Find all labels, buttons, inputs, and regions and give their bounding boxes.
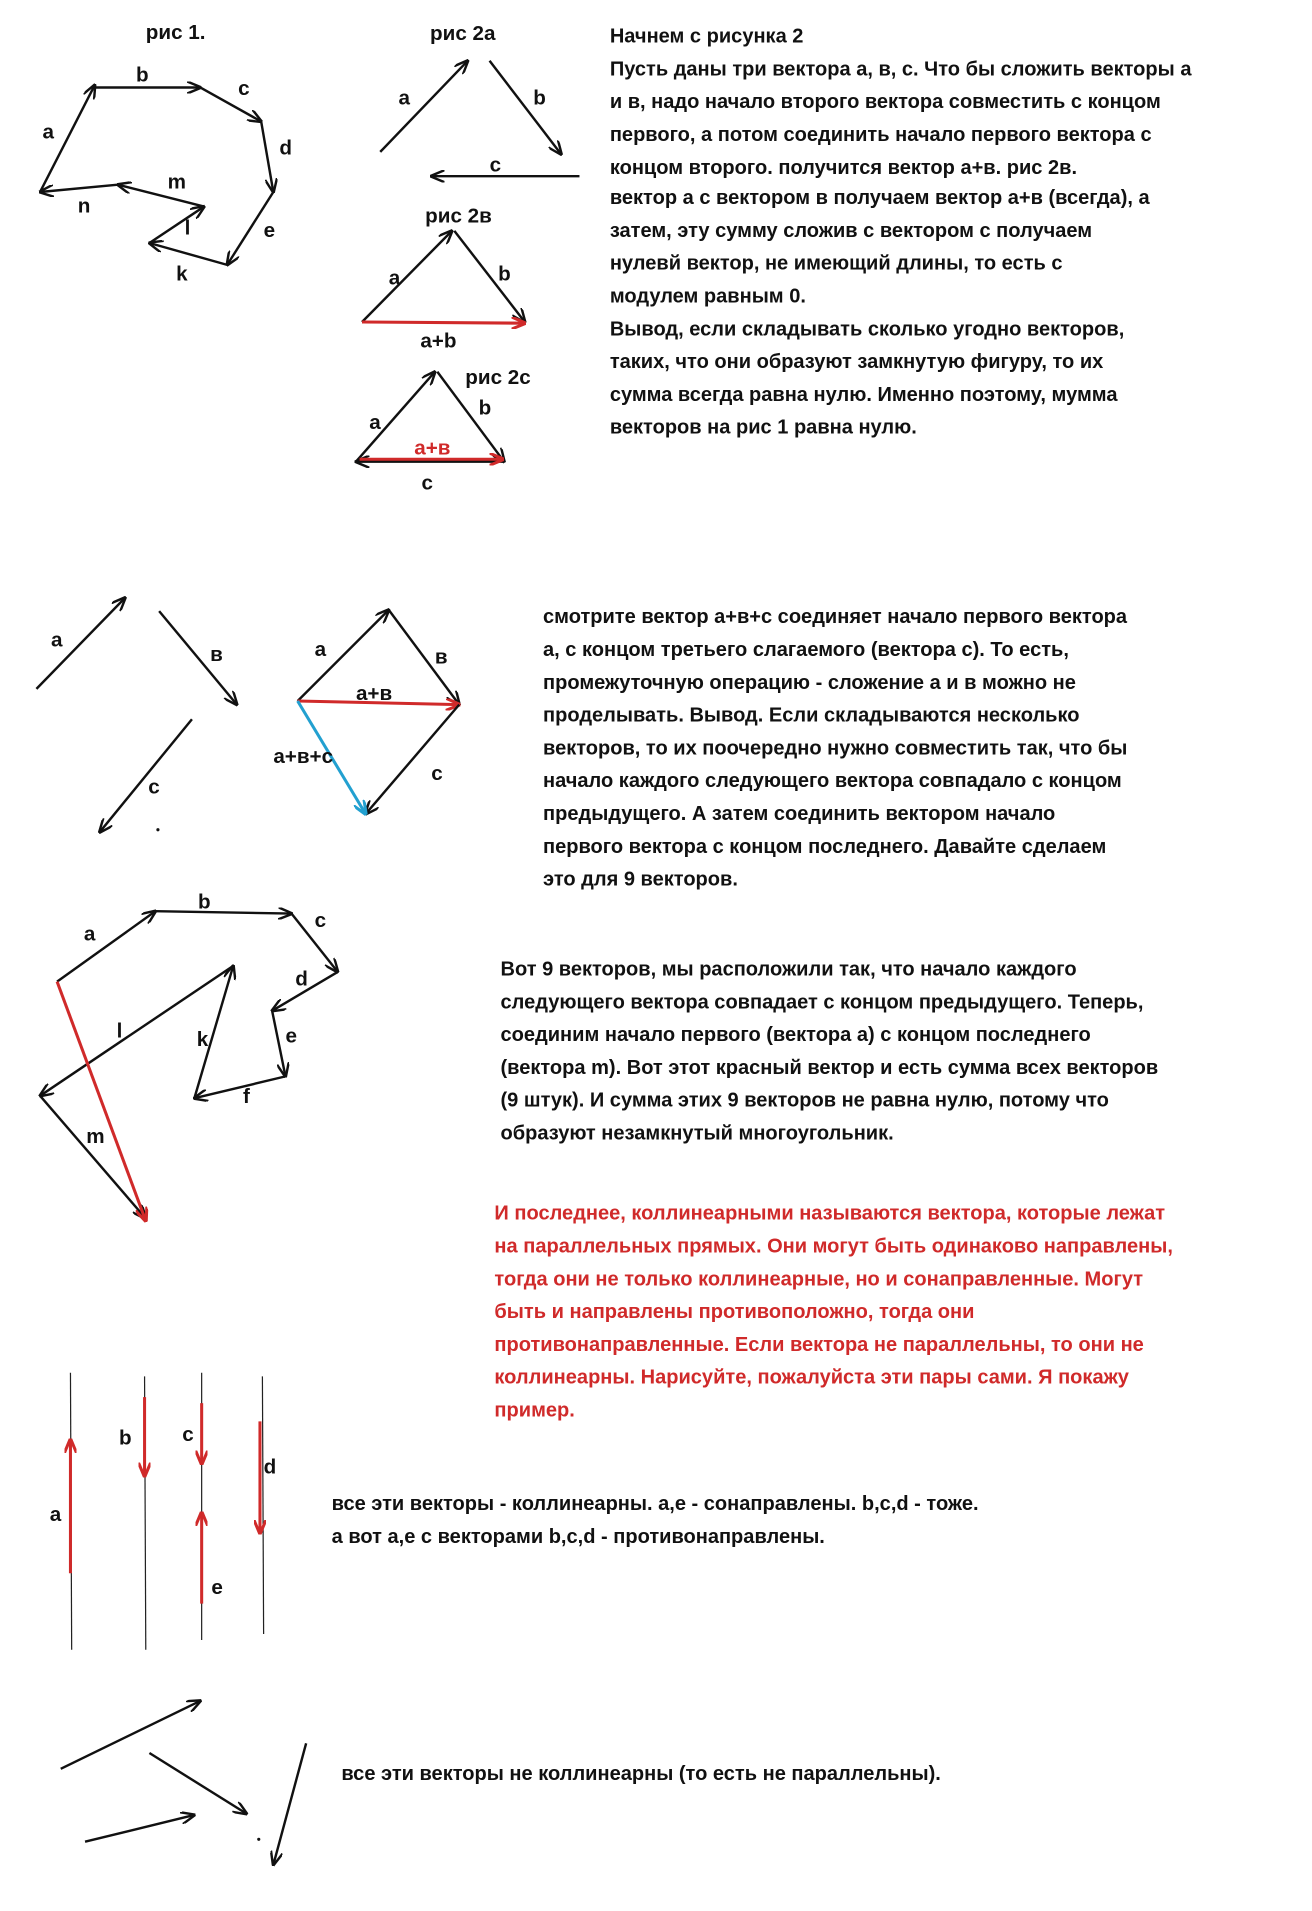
figure-2b xyxy=(362,204,525,352)
text-line: Начнем с рисунка 2 xyxy=(609,25,804,48)
label-k: k xyxy=(176,262,188,286)
vector xyxy=(149,1753,246,1814)
label-f: f xyxy=(242,1085,250,1109)
label-l: l xyxy=(184,216,191,240)
text-line: таких, что они образуют замкнутую фигуру, то их xyxy=(609,351,1104,374)
label-c: c xyxy=(182,1422,194,1446)
text-line: быть и направлены противоположно, тогда они xyxy=(494,1301,975,1324)
text-line: пример. xyxy=(494,1399,575,1422)
label-a: a xyxy=(314,638,327,662)
vector-n xyxy=(40,185,118,192)
label-l: l xyxy=(116,1019,123,1043)
label-sum: а+в xyxy=(414,436,451,460)
vector-sum xyxy=(362,322,525,323)
vector-f xyxy=(194,1076,285,1098)
vector-k xyxy=(149,243,227,265)
vector-c xyxy=(100,719,192,832)
label-b: b xyxy=(478,396,492,420)
label-c: c xyxy=(421,471,434,495)
figure-4 xyxy=(273,610,459,814)
intro-paragraph xyxy=(610,26,1192,439)
text-line: Вывод, если складывать сколько угодно векторов, xyxy=(609,318,1125,341)
label-k: k xyxy=(196,1028,209,1052)
text-line: нулевй вектор, не имеющий длины, то есть с xyxy=(609,252,1063,275)
text-line: смотрите вектор а+в+с соединяет начало первого вектора xyxy=(543,606,1128,629)
figure-1 xyxy=(40,21,292,286)
label-e: e xyxy=(211,1575,223,1599)
text-line: начало каждого следующего вектора совпадало с концом xyxy=(543,770,1122,793)
text-line: модулем равным 0. xyxy=(609,285,806,308)
text-line: векторов, то их поочередно нужно совместить так, что бы xyxy=(543,737,1128,760)
label-b: b xyxy=(136,63,149,87)
collinear-text-line: все эти векторы - коллинеарны. а,е - сонаправлены. b,c,d - тоже. xyxy=(331,1493,979,1516)
text-line: предыдущего. А затем соединить вектором начало xyxy=(543,803,1056,826)
text-line: коллинеарны. Нарисуйте, пожалуйста эти пары сами. Я покажу xyxy=(494,1366,1129,1389)
text-line: затем, эту сумму сложив с вектором с получаем xyxy=(609,219,1093,242)
parallel-line xyxy=(262,1376,263,1634)
text-line: проделывать. Вывод. Если складываются несколько xyxy=(543,704,1080,727)
text-line: Пусть даны три вектора а, в, с. Что бы сложить векторы а xyxy=(609,58,1192,81)
vector-m xyxy=(40,1096,146,1219)
text-line: соединим начало первого (вектора а) с концом последнего xyxy=(500,1024,1091,1047)
fig2c-title: рис 2c xyxy=(465,365,531,389)
vector-b xyxy=(490,61,562,155)
text-line: и в, надо начало второго вектора совместить с концом xyxy=(609,91,1161,114)
text-line: (вектора m). Вот этот красный вектор и есть сумма всех векторов xyxy=(500,1056,1159,1079)
label-m: m xyxy=(86,1125,105,1149)
vector-b xyxy=(454,231,524,322)
fig1-title: рис 1. xyxy=(145,20,206,44)
label-c: c xyxy=(431,761,443,785)
vector-c xyxy=(200,88,261,122)
text-line: первого, а потом соединить начало первого вектора с xyxy=(609,123,1152,146)
sum-paragraph xyxy=(543,606,1128,890)
label-d: d xyxy=(279,136,293,160)
label-a: a xyxy=(369,410,381,434)
label-sum: a+b xyxy=(420,329,457,353)
label-a-plus-b: a+в xyxy=(355,681,393,705)
fig2a-title: рис 2а xyxy=(430,22,496,46)
vector-l xyxy=(149,207,204,243)
label-b: b xyxy=(498,262,511,286)
figure-5 xyxy=(40,891,338,1221)
non-collinear-text: все эти векторы не коллинеарны (то есть не параллельны). xyxy=(341,1762,941,1785)
vector-a xyxy=(57,911,155,981)
label-a: a xyxy=(83,922,96,946)
label-a: a xyxy=(42,120,55,144)
text-line: вектор а с вектором в получаем вектор а+в (всегда), а xyxy=(609,187,1150,210)
label-b: b xyxy=(119,1426,132,1450)
label-c: c xyxy=(238,76,250,100)
figure-collinear xyxy=(50,1373,276,1650)
fig2b-title: рис 2в xyxy=(425,204,492,228)
label-a-plus-b-plus-c: a+в+c xyxy=(273,744,334,768)
label-d: d xyxy=(295,967,308,991)
vector-m xyxy=(118,185,204,207)
vector-a xyxy=(36,598,125,689)
text-line: тогда они не только коллинеарные, но и сонаправленные. Могут xyxy=(494,1268,1144,1291)
label-m: m xyxy=(167,170,187,194)
text-line: образуют незамкнутый многоугольник. xyxy=(500,1122,894,1145)
text-line: концом второго. получится вектор а+в. рис 2в. xyxy=(609,156,1078,179)
text-line: сумма всегда равна нулю. Именно поэтому, мумма xyxy=(609,383,1118,406)
label-e: e xyxy=(285,1024,297,1048)
vector-b xyxy=(155,911,291,913)
vector-sum xyxy=(57,982,146,1221)
vector-d xyxy=(261,122,273,192)
label-b: в xyxy=(210,642,223,666)
label-e: e xyxy=(263,218,276,242)
label-b: b xyxy=(533,86,546,110)
label-c: c xyxy=(489,153,502,177)
text-line: а, с концом третьего слагаемого (вектора с). То есть, xyxy=(543,639,1069,662)
vector-a xyxy=(362,231,452,322)
label-a: a xyxy=(388,266,401,290)
vector-b xyxy=(159,611,237,705)
label-a: a xyxy=(398,86,410,110)
label-d: d xyxy=(263,1455,277,1479)
label-n: n xyxy=(77,194,91,218)
label-c: c xyxy=(148,775,160,799)
text-line: следующего вектора совпадает с концом предыдущего. Теперь, xyxy=(500,991,1144,1014)
text-line: промежуточную операцию - сложение а и в можно не xyxy=(543,671,1076,694)
vector-c xyxy=(366,705,460,814)
collinear-text-line: а вот а,е с векторами b,c,d - противонаправлены. xyxy=(331,1525,825,1548)
text-line: на параллельных прямых. Они могут быть одинаково направлены, xyxy=(494,1235,1173,1258)
label-a: a xyxy=(51,628,63,652)
vector xyxy=(61,1701,201,1769)
text-line: векторов на рис 1 равна нулю. xyxy=(609,416,917,439)
figure-2a xyxy=(380,22,579,176)
text-line: противонаправленные. Если вектора не параллельны, то они не xyxy=(494,1333,1144,1356)
vector xyxy=(273,1743,306,1864)
nine-vectors-paragraph xyxy=(501,959,1159,1145)
label-b: в xyxy=(434,645,448,669)
text-line: это для 9 векторов. xyxy=(543,868,738,891)
label-b: b xyxy=(198,890,211,914)
label-a: a xyxy=(49,1502,62,1526)
vector xyxy=(85,1815,194,1842)
label-c: c xyxy=(314,908,327,932)
text-line: (9 штук). И сумма этих 9 векторов не равна нулю, потому что xyxy=(500,1089,1109,1112)
collinear-definition-paragraph xyxy=(494,1203,1173,1422)
vector-b xyxy=(389,610,459,705)
vector-a xyxy=(380,61,467,152)
text-line: Вот 9 векторов, мы расположили так, что начало каждого xyxy=(500,958,1077,981)
dot xyxy=(257,1838,260,1841)
text-line: И последнее, коллинеарными называются вектора, которые лежат xyxy=(494,1202,1166,1225)
figure-3 xyxy=(36,598,236,832)
vector-e xyxy=(272,1011,285,1077)
dot xyxy=(156,828,159,831)
text-line: первого вектора с концом последнего. Давайте сделаем xyxy=(543,835,1107,858)
figure-non-collinear xyxy=(61,1701,306,1865)
figure-2c xyxy=(356,366,531,495)
